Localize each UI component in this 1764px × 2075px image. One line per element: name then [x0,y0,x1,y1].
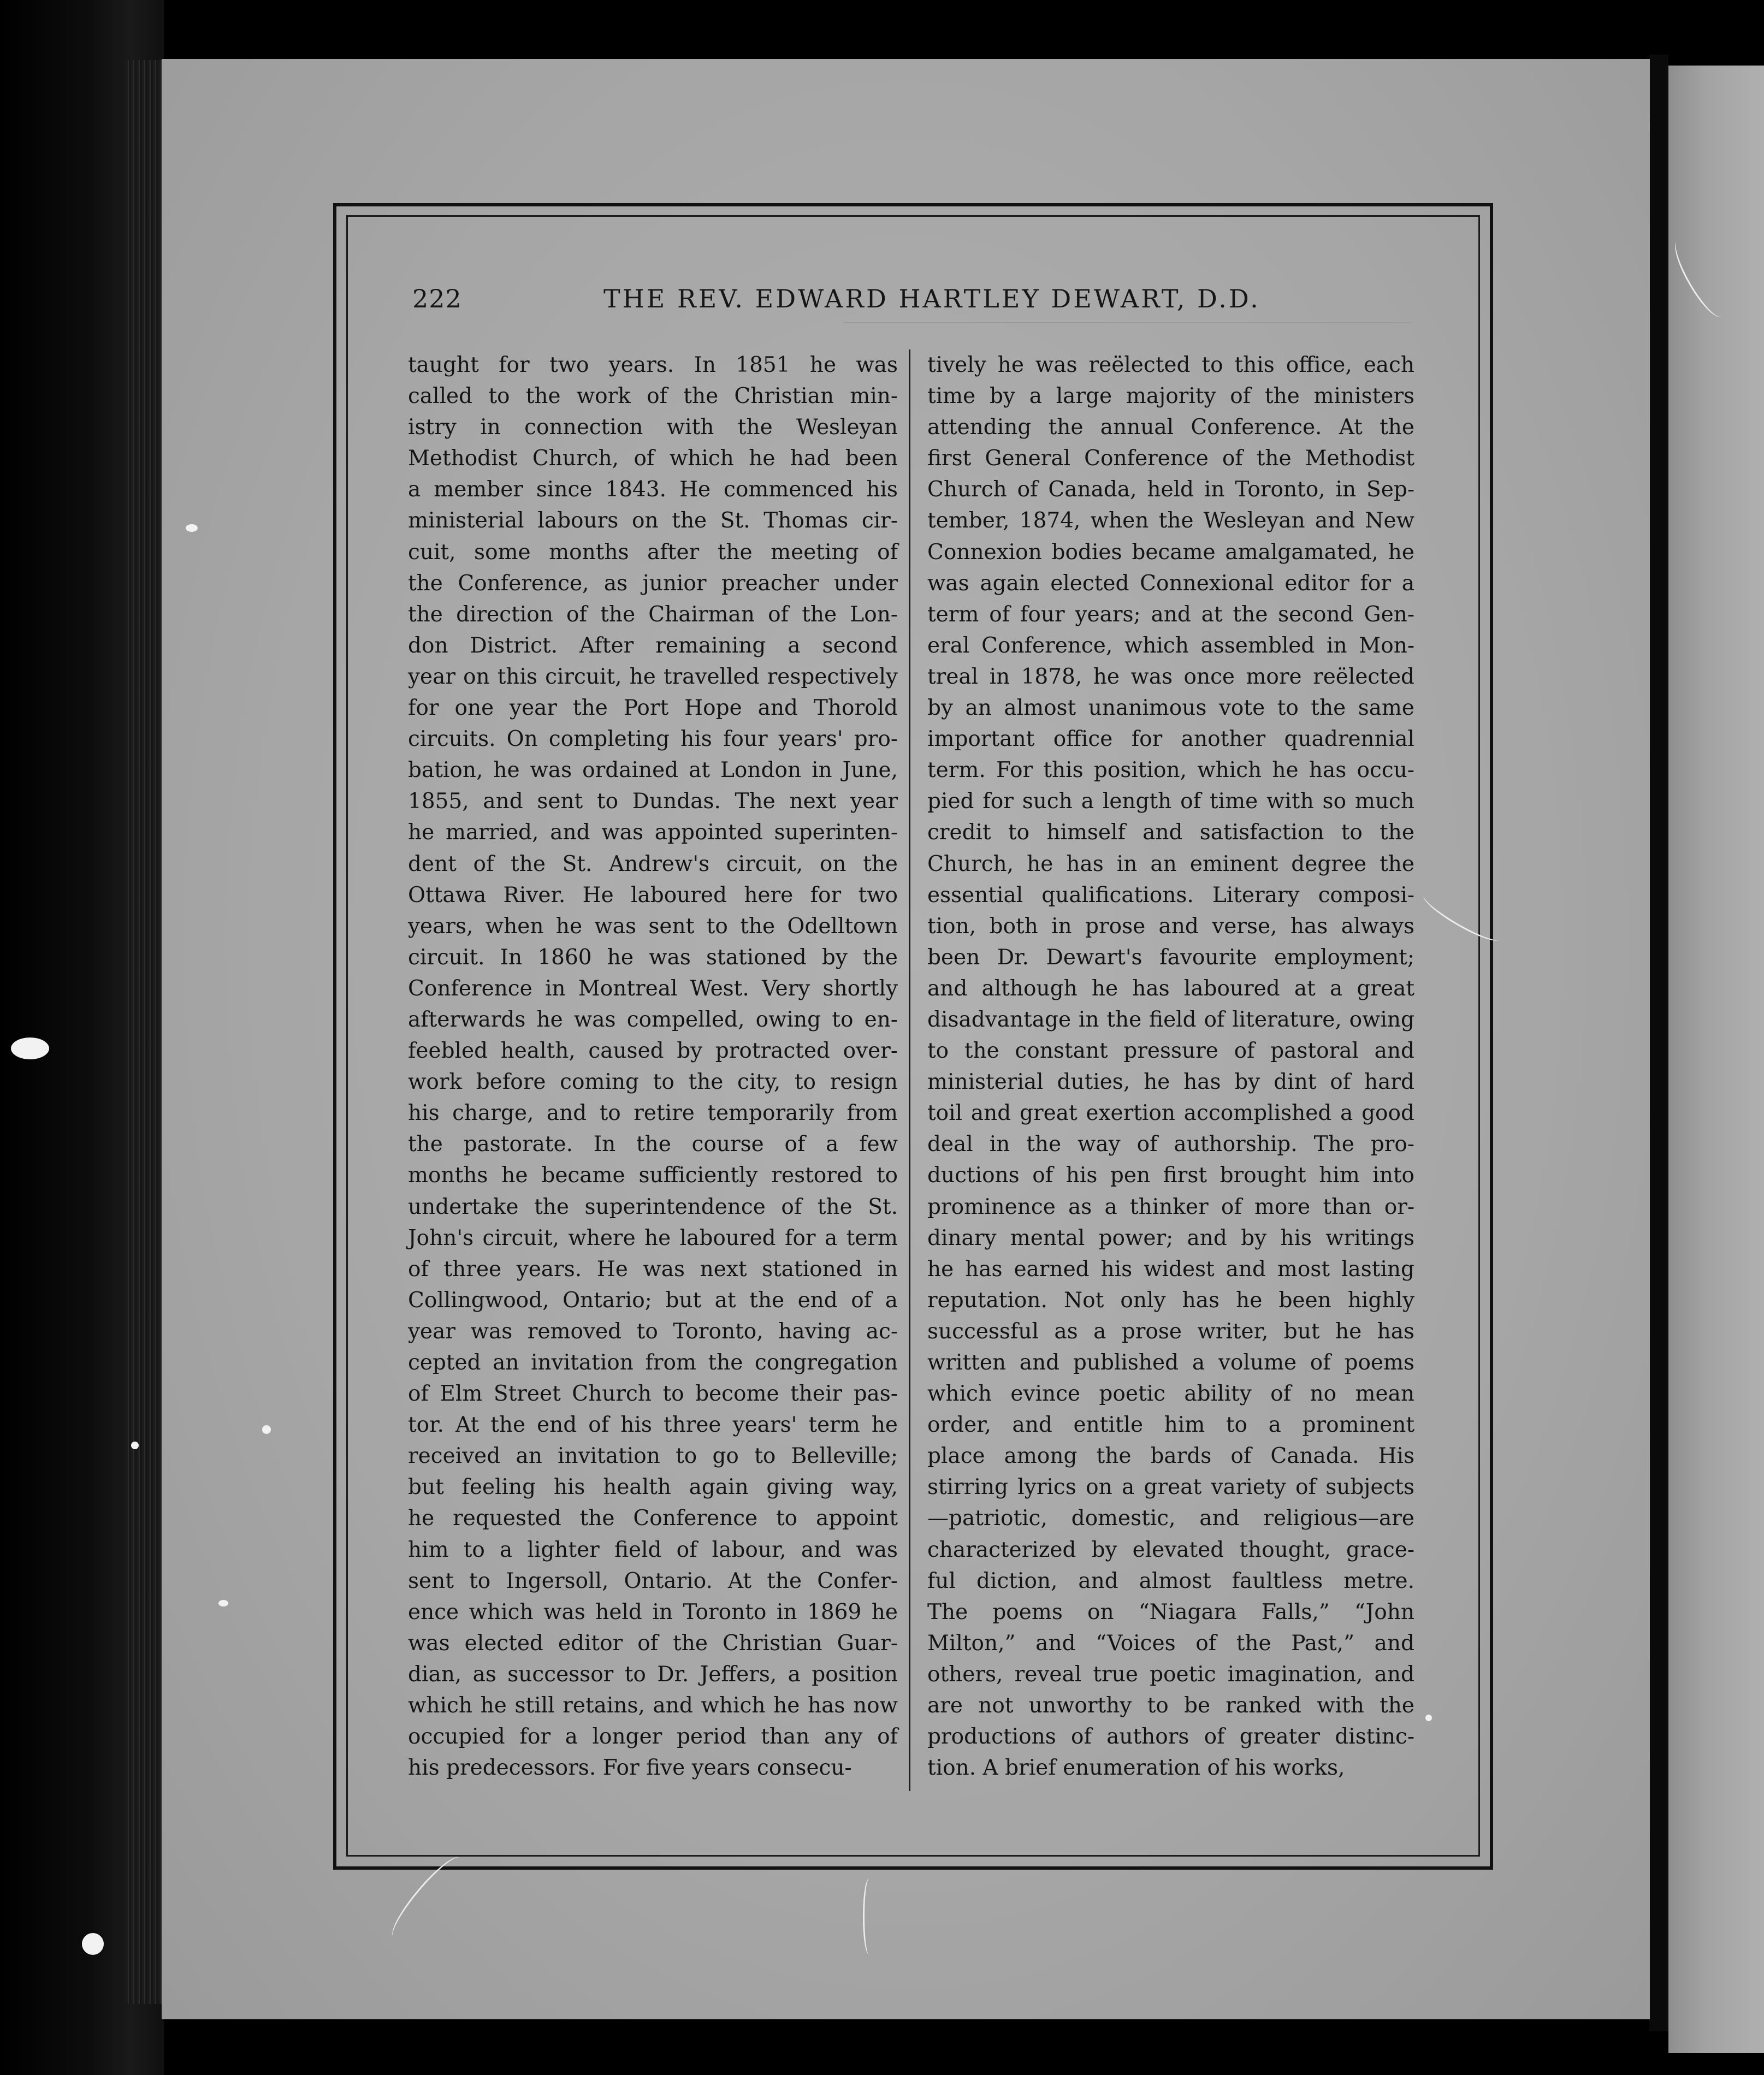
text-line: he married, and was appointed superinten- [408,820,898,845]
text-line: written and published a volume of poems [927,1350,1414,1375]
text-line: deal in the way of authorship. The pro- [927,1132,1414,1157]
text-line: productions of authors of greater distinc- [927,1724,1414,1750]
text-line: —patriotic, domestic, and religious—are [927,1506,1414,1531]
text-line: successful as a prose writer, but he has [927,1319,1414,1344]
text-line: place among the bards of Canada. His [927,1444,1414,1469]
text-line: tion, both in prose and verse, has always [927,914,1414,939]
text-line: first General Conference of the Methodist [927,446,1414,471]
text-line: Ottawa River. He laboured here for two [408,882,898,908]
text-line: Collingwood, Ontario; but at the end of a [408,1288,898,1313]
text-line: ministerial labours on the St. Thomas cir- [408,508,898,533]
text-line: which evince poetic ability of no mean [927,1382,1414,1407]
text-line: of Elm Street Church to become their pas- [408,1382,898,1407]
text-line: of three years. He was next stationed in [408,1256,898,1282]
text-line: occupied for a longer period than any of [408,1724,898,1750]
text-line: 1855, and sent to Dundas. The next year [408,789,898,814]
text-line: years, when he was sent to the Odelltown [408,914,898,939]
text-line: ministerial duties, he has by dint of hard [927,1070,1414,1095]
text-line: circuit. In 1860 he was stationed by the [408,945,898,970]
text-line: are not unworthy to be ranked with the [927,1693,1414,1718]
adjacent-page-edge [1668,66,1764,2053]
text-line: the Conference, as junior preacher under [408,571,898,596]
text-line: Connexion bodies became amalgamated, he [927,540,1414,565]
text-line: undertake the superintendence of the St. [408,1194,898,1219]
text-line: for one year the Port Hope and Thorold [408,696,898,721]
dust-speck [1425,1715,1432,1721]
running-title: THE REV. EDWARD HARTLEY DEWART, D.D. [603,284,1260,313]
text-line: received an invitation to go to Belleville; [408,1444,898,1469]
text-line: essential qualifications. Literary composi- [927,882,1414,908]
page-stack-edge [126,60,164,2004]
column-divider [909,349,910,1791]
text-line: the direction of the Chairman of the Lon- [408,602,898,627]
text-line: istry in connection with the Wesleyan [408,415,898,440]
text-line: ductions of his pen first brought him into [927,1163,1414,1188]
text-line: cuit, some months after the meeting of [408,540,898,565]
text-line: time by a large majority of the ministers [927,384,1414,409]
text-line: dent of the St. Andrew's circuit, on the [408,851,898,876]
text-line: pied for such a length of time with so much [927,789,1414,814]
text-line: a member since 1843. He commenced his [408,477,898,502]
text-line: taught for two years. In 1851 he was [408,353,898,377]
text-line: his charge, and to retire temporarily from [408,1101,898,1126]
text-line: others, reveal true poetic imagination, and [927,1662,1414,1687]
text-line: Church, he has in an eminent degree the [927,851,1414,876]
text-line: sent to Ingersoll, Ontario. At the Confer- [408,1568,898,1593]
text-line: to the constant pressure of pastoral and [927,1039,1414,1064]
text-line: year was removed to Toronto, having ac- [408,1319,898,1344]
text-line: year on this circuit, he travelled respectively [408,664,898,689]
text-line: term of four years; and at the second Gen- [927,602,1414,627]
dust-speck [131,1442,139,1449]
text-line: afterwards he was compelled, owing to en- [408,1007,898,1032]
left-text-column [408,349,898,1783]
text-line: order, and entitle him to a prominent [927,1413,1414,1438]
text-line: attending the annual Conference. At the [927,415,1414,440]
text-line: reputation. Not only has he been highly [927,1288,1414,1313]
text-line: which he still retains, and which he has now [408,1693,898,1718]
text-line: dian, as successor to Dr. Jeffers, a position [408,1662,898,1687]
text-line: stirring lyrics on a great variety of subjects [927,1475,1414,1500]
text-line: work before coming to the city, to resign [408,1070,898,1095]
text-line: he has earned his widest and most lasting [927,1256,1414,1282]
text-line: feebled health, caused by protracted over- [408,1039,898,1064]
text-line: the pastorate. In the course of a few [408,1132,898,1157]
text-line: Church of Canada, held in Toronto, in Sep- [927,477,1414,502]
text-line: bation, he was ordained at London in June, [408,758,898,783]
text-line: ence which was held in Toronto in 1869 he [408,1599,898,1625]
text-line: important office for another quadrennial [927,727,1414,752]
text-line: characterized by elevated thought, grace- [927,1537,1414,1562]
dust-speck [218,1600,228,1606]
text-line: John's circuit, where he laboured for a term [408,1225,898,1250]
text-line: tion. A brief enumeration of his works, [927,1756,1345,1781]
text-line: toil and great exertion accomplished a good [927,1101,1414,1126]
scan-scratch [863,1878,875,1955]
text-line: months he became sufficiently restored to [408,1163,898,1188]
text-line: don District. After remaining a second [408,633,898,658]
text-line: disadvantage in the field of literature, owing [927,1007,1414,1032]
text-line: Conference in Montreal West. Very shortly [408,976,898,1001]
text-line: him to a lighter field of labour, and was [408,1537,898,1562]
text-line: he requested the Conference to appoint [408,1506,898,1531]
text-line: but feeling his health again giving way, [408,1475,898,1500]
text-line: ful diction, and almost faultless metre. [927,1568,1414,1593]
text-line: and although he has laboured at a great [927,976,1414,1001]
text-line: cepted an invitation from the congregation [408,1350,898,1375]
text-line: Milton,” and “Voices of the Past,” and [927,1631,1414,1656]
text-line: prominence as a thinker of more than or- [927,1194,1414,1219]
gutter-gap [1649,55,1668,2031]
text-line: tember, 1874, when the Wesleyan and New [927,508,1414,533]
text-line: called to the work of the Christian min- [408,384,898,409]
text-line: treal in 1878, he was once more reëlected [927,664,1414,689]
text-line: was again elected Connexional editor for a [927,571,1414,596]
text-line: credit to himself and satisfaction to the [927,820,1414,845]
text-line: The poems on “Niagara Falls,” “John [927,1599,1414,1625]
text-line: tively he was reëlected to this office, each [927,353,1414,377]
header-rule [844,322,1412,323]
text-line: circuits. On completing his four years' pro- [408,727,898,752]
text-line: by an almost unanimous vote to the same [927,696,1414,721]
text-line: been Dr. Dewart's favourite employment; [927,945,1414,970]
text-line: tor. At the end of his three years' term he [408,1413,898,1438]
text-line: term. For this position, which he has occu- [927,758,1414,783]
page-number: 222 [412,284,462,313]
text-line: Methodist Church, of which he had been [408,446,898,471]
right-text-column [927,349,1414,1783]
text-line: his predecessors. For five years consecu- [408,1756,852,1781]
dust-speck [11,1038,49,1059]
text-line: was elected editor of the Christian Guar- [408,1631,898,1656]
dust-speck [262,1425,271,1434]
text-line: dinary mental power; and by his writings [927,1225,1414,1250]
text-line: eral Conference, which assembled in Mon- [927,633,1414,658]
dust-speck [82,1933,104,1955]
dust-speck [186,524,198,532]
